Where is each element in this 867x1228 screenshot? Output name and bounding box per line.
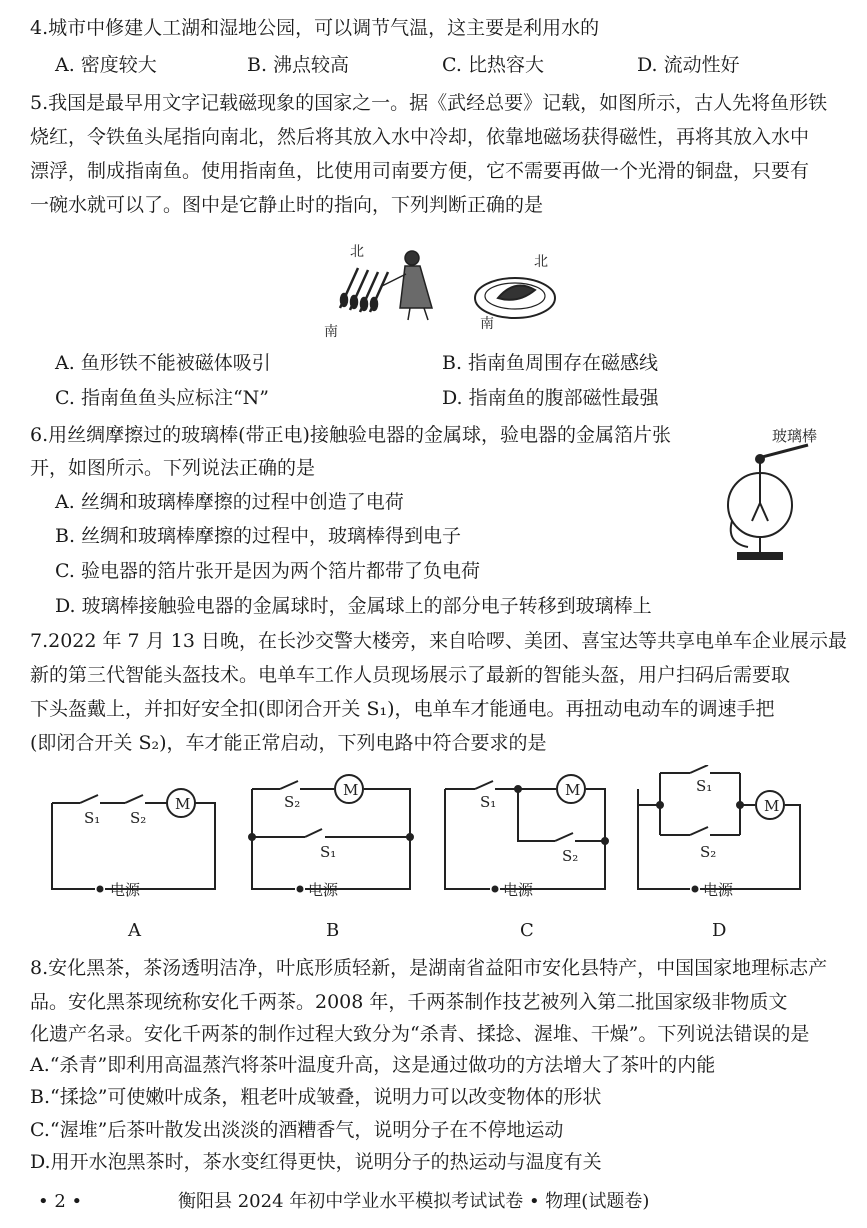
- motor-label-d: M: [764, 797, 780, 815]
- switch-s1-label-c: S₁: [480, 793, 497, 811]
- fig-north-label-2: 北: [534, 254, 548, 270]
- q4-option-d: D. 流动性好: [637, 54, 740, 76]
- q6-option-a: A. 丝绸和玻璃棒摩擦的过程中创造了电荷: [55, 491, 404, 513]
- q6-option-c: C. 验电器的箔片张开是因为两个箔片都带了负电荷: [55, 560, 480, 582]
- circuit-caption-c: C: [520, 920, 534, 941]
- q8-stem-line-2: 品。安化黑茶现统称安化千两茶。2008 年，千两茶制作技艺被列入第二批国家级非物质文: [30, 991, 788, 1013]
- q5-option-b: B. 指南鱼周围存在磁感线: [442, 352, 659, 374]
- power-label-d: 电源: [703, 881, 734, 899]
- electroscope-figure: [718, 425, 843, 565]
- fig-south-label-2: 南: [480, 316, 494, 332]
- q5-stem-line-3: 漂浮，制成指南鱼。使用指南鱼，比使用司南要方便，它不需要再做一个光滑的铜盘，只要有: [30, 160, 810, 182]
- q7-stem-line-1: 7.2022 年 7 月 13 日晚，在长沙交警大楼旁，来自哈啰、美团、喜宝达等共享电单车企业展示最: [30, 630, 847, 652]
- switch-s1-label-a: S₁: [84, 809, 101, 827]
- water-bowl: [475, 278, 555, 318]
- q8-stem-line-3: 化遗产名录。安化千两茶的制作过程大致分为“杀青、揉捻、渥堆、干燥”。下列说法错误的是: [30, 1023, 810, 1045]
- q5-stem-line-1: 5.我国是最早用文字记载磁现象的国家之一。据《武经总要》记载，如图所示，古人先将鱼形铁: [30, 92, 828, 114]
- q5-option-a: A. 鱼形铁不能被磁体吸引: [55, 352, 271, 374]
- power-label-b: 电源: [308, 881, 339, 899]
- q6-option-d: D. 玻璃棒接触验电器的金属球时，金属球上的部分电子转移到玻璃棒上: [55, 595, 652, 617]
- fig-south-label-1: 南: [324, 324, 338, 338]
- switch-s2-label-d: S₂: [700, 843, 717, 861]
- switch-s1-label-d: S₁: [696, 777, 713, 795]
- glass-rod-label: 玻璃棒: [772, 427, 818, 445]
- q8-option-c: C.“渥堆”后茶叶散发出淡淡的酒糟香气，说明分子在不停地运动: [30, 1119, 564, 1141]
- q5-option-c: C. 指南鱼鱼头应标注“N”: [55, 387, 269, 409]
- q6-stem-line-1: 6.用丝绸摩擦过的玻璃棒(带正电)接触验电器的金属球，验电器的金属箔片张: [30, 424, 671, 446]
- q8-option-d: D.用开水泡黑茶时，茶水变红得更快，说明分子的热运动与温度有关: [30, 1151, 602, 1173]
- power-label-a: 电源: [110, 881, 141, 899]
- q5-figure: [320, 238, 590, 338]
- q4-option-b: B. 沸点较高: [247, 54, 350, 76]
- q5-stem-line-4: 一碗水就可以了。图中是它静止时的指向，下列判断正确的是: [30, 194, 544, 216]
- q6-option-b: B. 丝绸和玻璃棒摩擦的过程中，玻璃棒得到电子: [55, 525, 462, 547]
- motor-label-c: M: [565, 781, 581, 799]
- q7-stem-line-4: (即闭合开关 S₂)，车才能正常启动，下列电路中符合要求的是: [30, 732, 547, 754]
- q8-option-b: B.“揉捻”可使嫩叶成条，粗老叶成皱叠，说明力可以改变物体的形状: [30, 1086, 602, 1108]
- circuit-caption-b: B: [326, 920, 340, 941]
- q6-stem-line-2: 开，如图所示。下列说法正确的是: [30, 457, 316, 479]
- q8-option-a: A.“杀青”即利用高温蒸汽将茶叶温度升高，这是通过做功的方法增大了茶叶的内能: [30, 1054, 716, 1076]
- circuit-caption-a: A: [128, 920, 141, 941]
- motor-label-a: M: [175, 795, 191, 813]
- circuit-a: [52, 789, 215, 892]
- q8-stem-line-1: 8.安化黑茶，茶汤透明洁净，叶底形质轻新，是湖南省益阳市安化县特产，中国国家地理标志产: [30, 957, 828, 979]
- power-label-c: 电源: [503, 881, 534, 899]
- switch-s2-label-b: S₂: [284, 793, 301, 811]
- ancient-person: [382, 251, 432, 320]
- circuit-d: [638, 765, 800, 892]
- q7-stem-line-2: 新的第三代智能头盔技术。电单车工作人员现场展示了最新的智能头盔，用户扫码后需要取: [30, 664, 791, 686]
- circuit-caption-d: D: [712, 920, 727, 941]
- q4-option-c: C. 比热容大: [442, 54, 544, 76]
- switch-s2-label-c: S₂: [562, 847, 579, 865]
- q7-stem-line-3: 下头盔戴上，并扣好安全扣(即闭合开关 S₁)，电单车才能通电。再扭动电动车的调速手把: [30, 698, 775, 720]
- switch-s2-label-a: S₂: [130, 809, 147, 827]
- fig-north-label-1: 北: [350, 244, 364, 260]
- circuit-b: [249, 775, 413, 892]
- page-number: • 2 •: [38, 1191, 83, 1212]
- q4-stem: 4.城市中修建人工湖和湿地公园，可以调节气温，这主要是利用水的: [30, 17, 600, 39]
- q5-option-d: D. 指南鱼的腹部磁性最强: [442, 387, 659, 409]
- motor-label-b: M: [343, 781, 359, 799]
- exam-title: 衡阳县 2024 年初中学业水平模拟考试试卷 • 物理(试题卷): [178, 1191, 650, 1212]
- circuit-c: [445, 775, 608, 892]
- circuit-diagrams: [0, 765, 867, 915]
- q5-stem-line-2: 烧红，令铁鱼头尾指向南北，然后将其放入水中冷却，依靠地磁场获得磁性，再将其放入水中: [30, 126, 810, 148]
- switch-s1-label-b: S₁: [320, 843, 337, 861]
- iron-fish-group: [340, 268, 388, 312]
- q4-option-a: A. 密度较大: [55, 54, 157, 76]
